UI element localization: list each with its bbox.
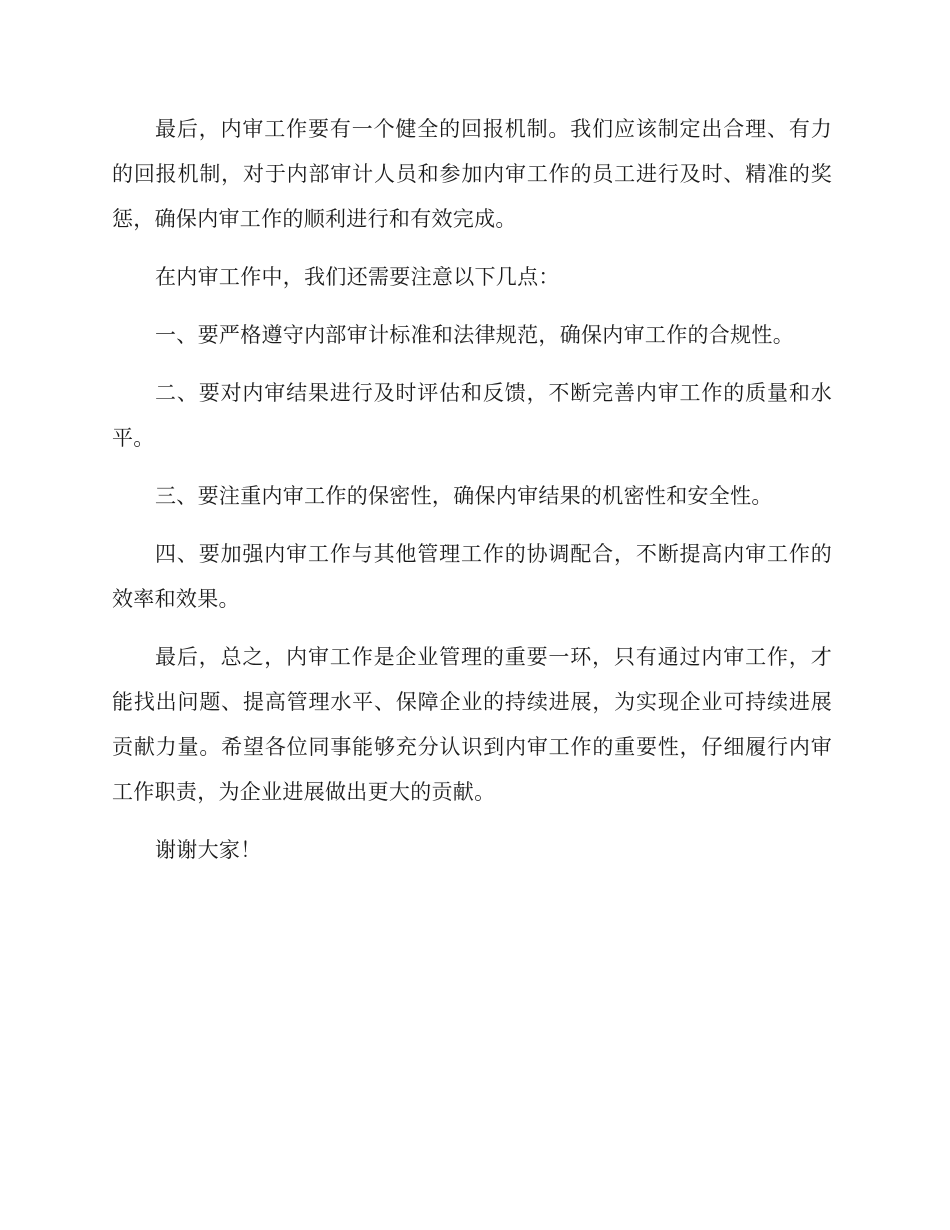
paragraph-point-four: 四、要加强内审工作与其他管理工作的协调配合，不断提高内审工作的效率和效果。	[112, 542, 832, 611]
paragraph-reward-mechanism: 最后，内审工作要有一个健全的回报机制。我们应该制定出合理、有力的回报机制，对于内部审计人员和参加内审工作的员工进行及时、精准的奖惩，确保内审工作的顺利进行和有效完成。	[112, 117, 832, 231]
paragraph-thanks: 谢谢大家！	[155, 838, 262, 862]
paragraph-conclusion: 最后，总之，内审工作是企业管理的重要一环，只有通过内审工作，才能找出问题、提高管理水平、保障企业的持续进展，为实现企业可持续进展贡献力量。希望各位同事能够充分认识到内审工作的重要性，仔细履行内审工作职责，为企业进展做出更大的贡献。	[112, 645, 832, 804]
document-body	[112, 107, 832, 886]
paragraph-point-three: 三、要注重内审工作的保密性，确保内审结果的机密性和安全性。	[155, 484, 773, 508]
paragraph-point-one: 一、要严格遵守内部审计标准和法律规范，确保内审工作的合规性。	[155, 323, 794, 347]
paragraph-point-two: 二、要对内审结果进行及时评估和反馈，不断完善内审工作的质量和水平。	[112, 381, 832, 450]
paragraph-notes-intro: 在内审工作中，我们还需要注意以下几点：	[155, 265, 560, 289]
